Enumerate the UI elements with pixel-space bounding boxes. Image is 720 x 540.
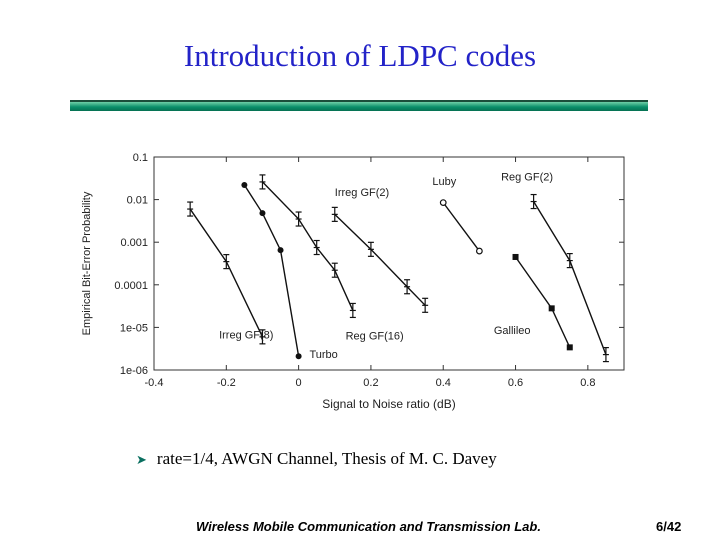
bullet-text: rate=1/4, AWGN Channel, Thesis of M. C. Davey: [156, 449, 497, 468]
slide-title: Introduction of LDPC codes: [183, 38, 537, 73]
errorbar-irreg-gf-8: [187, 202, 193, 216]
errorbar-irreg-gf-2: [368, 242, 374, 256]
point-luby: [477, 248, 483, 254]
y-tick-label: 0.001: [120, 237, 148, 250]
point-luby: [440, 200, 446, 206]
y-tick-label: 1e-05: [119, 322, 148, 335]
point-turbo: [278, 247, 284, 253]
point-turbo: [241, 182, 247, 188]
series-label: Gallileo: [493, 324, 531, 337]
series-label: Reg GF(2): [501, 171, 554, 184]
x-tick-label: -0.4: [144, 377, 164, 389]
y-tick-label: 0.0001: [114, 279, 148, 292]
x-tick-label: 0: [295, 377, 302, 389]
series-line-irreg-gf-2: [335, 214, 425, 305]
x-tick-label: 0.4: [435, 377, 451, 389]
series-line-reg-gf-2: [534, 202, 606, 355]
bullet-item: [136, 449, 497, 469]
errorbar-reg-gf-16: [314, 241, 320, 255]
title-divider: [70, 102, 648, 111]
x-axis-label: Signal to Noise ratio (dB): [322, 397, 456, 411]
x-tick-label: 0.8: [580, 377, 596, 389]
series-line-luby: [443, 203, 479, 251]
point-gallileo: [513, 254, 519, 260]
series-label: Irreg GF(8): [219, 329, 274, 342]
ber-chart: [70, 140, 650, 430]
series-label: Turbo: [309, 349, 338, 362]
errorbar-reg-gf-16: [296, 212, 302, 226]
point-gallileo: [549, 305, 555, 311]
page-number: 6/42: [656, 519, 682, 534]
errorbar-irreg-gf-2: [404, 280, 410, 294]
series-line-irreg-gf-8: [190, 209, 262, 337]
series-label: Luby: [432, 176, 457, 189]
x-tick-label: 0.2: [363, 377, 379, 389]
errorbar-irreg-gf-2: [422, 298, 428, 312]
point-gallileo: [567, 344, 573, 350]
y-tick-label: 0.01: [126, 194, 148, 207]
series-label: Reg GF(16): [345, 330, 404, 343]
series-line-reg-gf-16: [262, 182, 352, 311]
series-label: Irreg GF(2): [334, 187, 390, 200]
y-axis-label: Empirical Bit-Error Probability: [81, 191, 93, 336]
x-tick-label: 0.6: [507, 377, 524, 389]
point-turbo: [296, 353, 302, 359]
errorbar-reg-gf-16: [259, 175, 265, 189]
arrow-bullet-icon: ➤: [136, 452, 147, 467]
footer-lab-name: Wireless Mobile Communication and Transmission Lab.: [196, 519, 541, 534]
x-tick-label: -0.2: [216, 377, 236, 389]
errorbar-irreg-gf-2: [332, 207, 338, 221]
errorbar-reg-gf-2: [531, 195, 537, 209]
point-turbo: [259, 210, 265, 216]
y-tick-label: 0.1: [132, 152, 148, 164]
y-tick-label: 1e-06: [119, 365, 148, 377]
